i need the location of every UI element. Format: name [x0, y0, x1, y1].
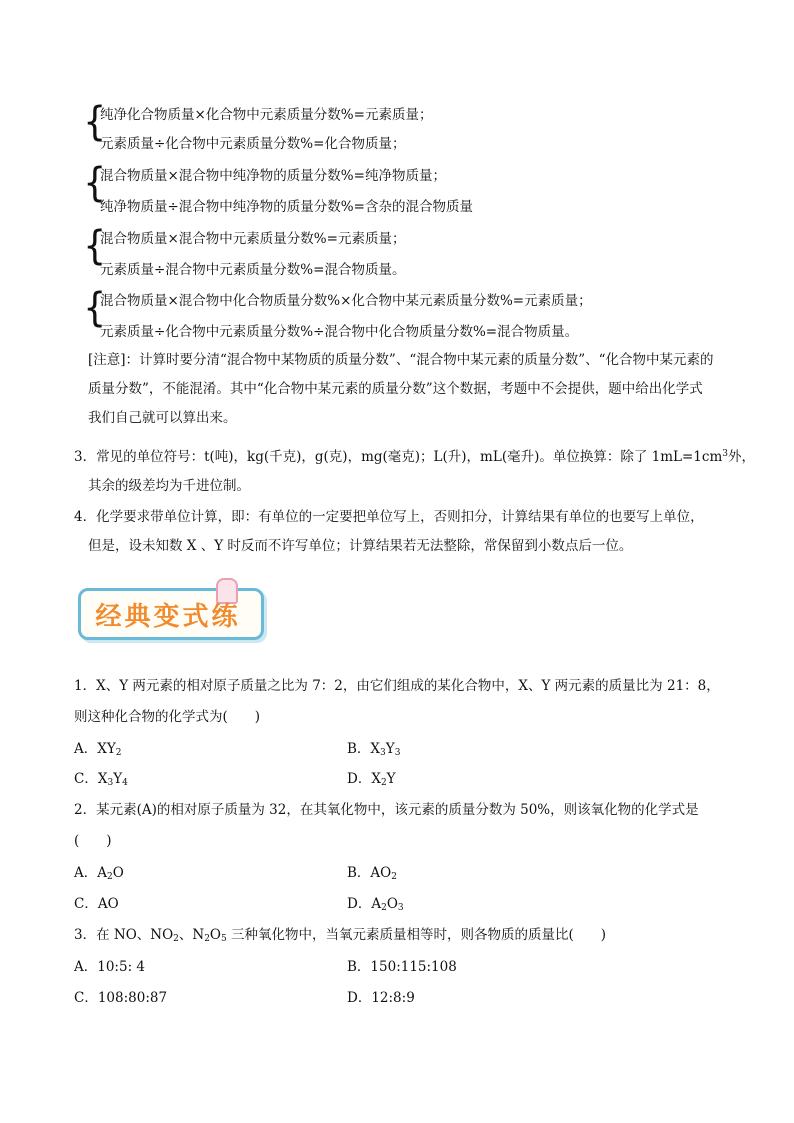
- note-line: [注意]：计算时要分清“混合物中某物质的质量分数”、“混合物中某元素的质量分数”、“化合物中某元素的: [88, 352, 714, 368]
- brace-icon: {: [83, 99, 107, 145]
- note-paragraph: [74, 346, 724, 433]
- formula-line: 元素质量÷混合物中元素质量分数%=混合物质量。: [100, 262, 406, 278]
- question-2-stem: ( ): [74, 833, 112, 849]
- point-4-line: 4．化学要求带单位计算，即：有单位的一定要把单位写上，否则扣分，计算结果有单位的也要写上单位，: [74, 509, 704, 525]
- formula-line: 元素质量÷化合物中元素质量分数%=化合物质量；: [100, 136, 406, 152]
- note-line: 我们自己就可以算出来。: [88, 410, 237, 426]
- q3-option-a: A．10:5: 4: [74, 959, 145, 975]
- q1-option-b: B．$X_3Y_3$: [347, 741, 401, 758]
- brace-icon: {: [83, 160, 107, 206]
- brace-icon: {: [83, 285, 107, 331]
- formula-line: 纯净化合物质量×化合物中元素质量分数%=元素质量；: [100, 107, 433, 123]
- formula-group-1: [82, 97, 722, 157]
- question-2-stem: 2．某元素(A)的相对原子质量为 32，在其氧化物中，该元素的质量分数为 50%，则该氧化物的化学式是: [74, 802, 699, 818]
- point-4-line: 但是，设未知数 X 、Y 时反而不许写单位；计算结果若无法整除，常保留到小数点后一位。: [88, 538, 633, 554]
- formula-line: 元素质量÷化合物中元素质量分数%÷混合物中化合物质量分数%=混合物质量。: [100, 324, 579, 340]
- formula-line: 纯净物质量÷混合物中纯净物的质量分数%=含杂的混合物质量: [100, 199, 473, 215]
- question-1-stem: 1．X、Y 两元素的相对原子质量之比为 7：2，由它们组成的某化合物中，X、Y 两元素的质量比为 21：8，: [74, 678, 720, 694]
- brace-icon: {: [83, 223, 107, 269]
- question-3-stem: 3．在 NO、$NO_2$、$N_2O_5$ 三种氧化物中，当氧元素质量相等时，则各物质的质量比( ): [74, 927, 607, 944]
- q2-option-c: C．AO: [74, 896, 119, 912]
- formula-group-4: [82, 283, 722, 343]
- q2-option-b: B．$AO_2$: [347, 865, 397, 882]
- formula-line: 混合物质量×混合物中纯净物的质量分数%=纯净物质量；: [100, 168, 446, 184]
- formula-group-2: [82, 158, 722, 218]
- q2-option-d: D．$A_2O_3$: [347, 896, 404, 913]
- banner-title: 经典变式练: [95, 602, 241, 632]
- question-1-stem: 则这种化合物的化学式为( ): [74, 709, 261, 725]
- q3-option-d: D．12:8:9: [347, 990, 415, 1006]
- point-4: [74, 503, 724, 561]
- point-3: [74, 440, 755, 501]
- q3-option-b: B．150:115:108: [347, 959, 457, 975]
- q3-option-c: C．108:80:87: [74, 990, 168, 1006]
- point-3-line: 3．常见的单位符号：t(吨)，kg(千克)，g(克)，mg(毫克)；L(升)，mL(毫升)。单位换算：除了 $1mL=1cm^3$外，: [74, 449, 755, 465]
- formula-line: 混合物质量×混合物中元素质量分数%=元素质量；: [100, 231, 406, 247]
- point-3-line: 其余的级差均为千进位制。: [88, 478, 250, 494]
- q1-option-d: D．$X_2Y$: [347, 771, 396, 788]
- formula-group-3: [82, 221, 722, 281]
- q1-option-c: C．$X_3Y_4$: [74, 771, 128, 788]
- note-line: 质量分数”，不能混淆。其中“化合物中某元素的质量分数”这个数据，考题中不会提供，题中给出化学式: [88, 381, 703, 397]
- formula-line: 混合物质量×混合物中化合物质量分数%×化合物中某元素质量分数%=元素质量；: [100, 293, 592, 309]
- section-banner: [70, 578, 266, 642]
- q2-option-a: A．$A_2O$: [74, 865, 124, 882]
- q1-option-a: A．$XY_2$: [74, 741, 122, 758]
